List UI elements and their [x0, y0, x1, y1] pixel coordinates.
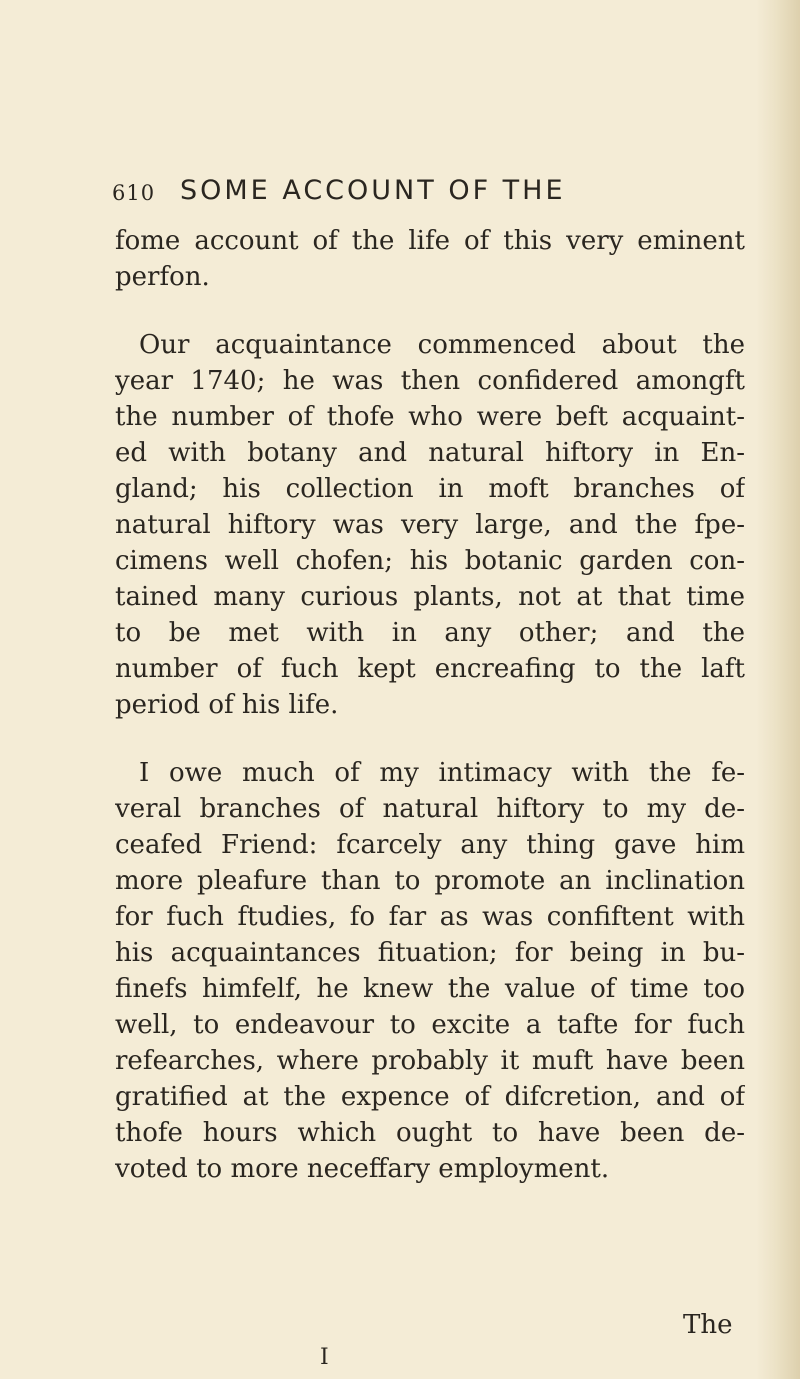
text-line: the number of thofe who were beft acquaint-	[115, 402, 745, 432]
text-line: ed with botany and natural hiftory in En-	[115, 438, 745, 468]
text-line: fome account of the life of this very eminent	[115, 226, 745, 256]
text-line: number of fuch kept encreafing to the laft	[115, 654, 745, 684]
page-number: 610	[112, 181, 156, 205]
text-line: ceafed Friend: fcarcely any thing gave him	[115, 830, 745, 860]
text-line: refearches, where probably it muft have been	[115, 1046, 745, 1076]
text-line: finefs himfelf, he knew the value of time too	[115, 974, 745, 1004]
text-line: to be met with in any other; and the	[115, 618, 745, 648]
text-line: veral branches of natural hiftory to my de-	[115, 794, 745, 824]
text-line: I owe much of my intimacy with the fe-	[139, 758, 745, 788]
text-line: voted to more neceffary employment.	[115, 1154, 610, 1184]
paragraph-gap	[115, 723, 745, 755]
page-edge-shadow	[756, 0, 800, 1379]
text-line: thofe hours which ought to have been de-	[115, 1118, 745, 1148]
text-line: his acquaintances fituation; for being in bu-	[115, 938, 745, 968]
signature-mark: I	[320, 1345, 329, 1370]
text-line: well, to endeavour to excite a tafte for fuch	[115, 1010, 745, 1040]
text-line: gland; his collection in moft branches of	[115, 474, 745, 504]
text-line: gratified at the expence of difcretion, and of	[115, 1082, 745, 1112]
running-head	[112, 175, 732, 215]
text-line: perfon.	[115, 262, 210, 292]
text-line: more pleafure than to promote an inclination	[115, 866, 745, 896]
text-line: cimens well chofen; his botanic garden con-	[115, 546, 745, 576]
text-line: natural hiftory was very large, and the fpe-	[115, 510, 745, 540]
text-line: period of his life.	[115, 690, 339, 720]
text-line: tained many curious plants, not at that time	[115, 582, 745, 612]
paragraph-gap	[115, 295, 745, 327]
body-text	[115, 223, 745, 1187]
running-title: SOME ACCOUNT OF THE	[180, 175, 566, 206]
catchword: The	[683, 1310, 733, 1340]
text-line: Our acquaintance commenced about the	[139, 330, 745, 360]
text-line: for fuch ftudies, fo far as was confiftent with	[115, 902, 745, 932]
text-line: year 1740; he was then confidered amongft	[115, 366, 745, 396]
